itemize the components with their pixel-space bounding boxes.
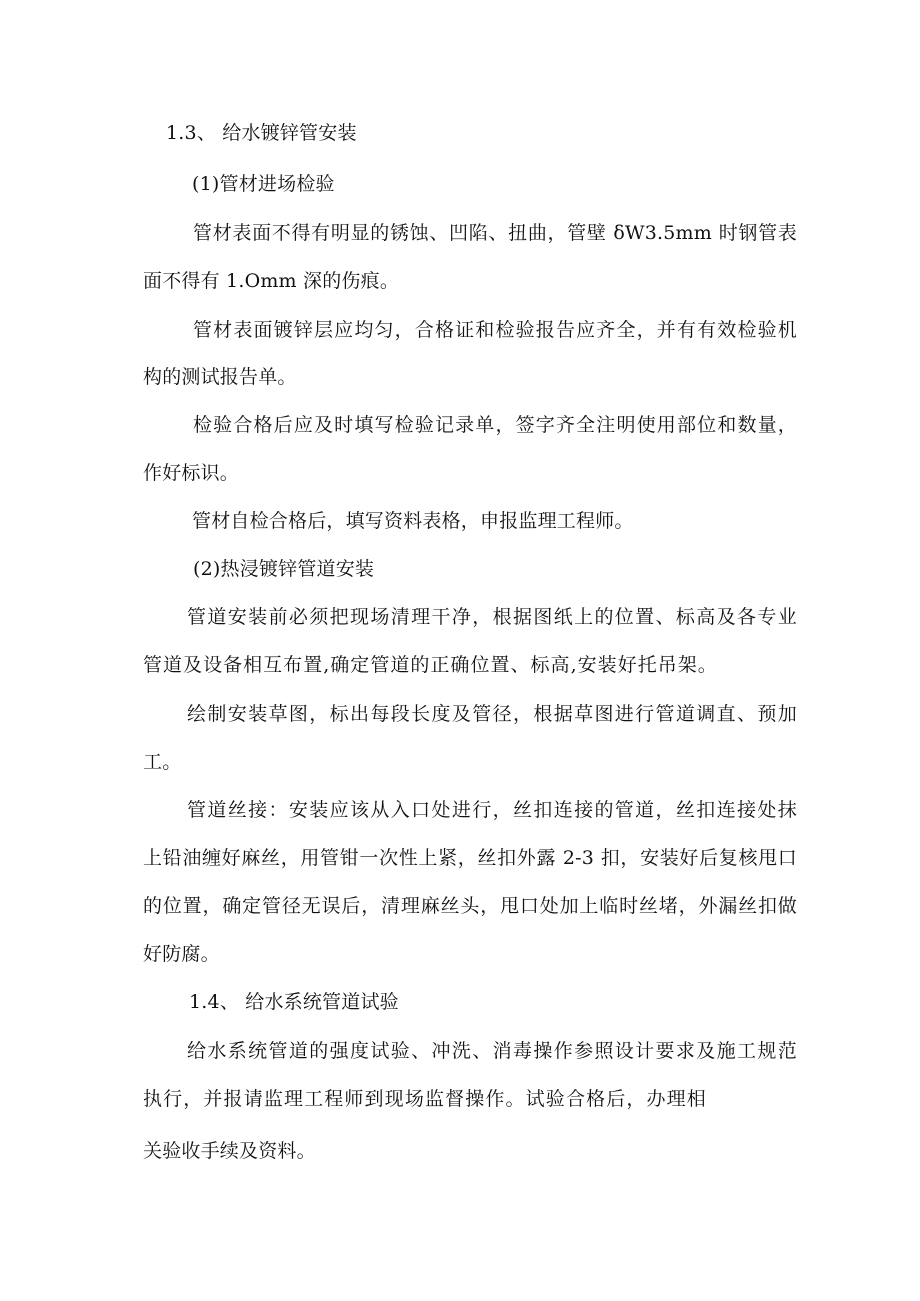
paragraph-line: 管材表面镀锌层应均匀，合格证和检验报告应齐全，并有有效检验机 bbox=[193, 319, 797, 341]
paragraph-line: 管道及设备相互布置,确定管道的正确位置、标高,安装好托吊架。 bbox=[143, 654, 717, 676]
paragraph-line: 关验收手续及资料。 bbox=[143, 1140, 316, 1162]
paragraph-line: 的位置，确定管径无误后，清理麻丝头，甩口处加上临时丝堵，外漏丝扣做 bbox=[143, 895, 797, 917]
paragraph-line: 好防腐。 bbox=[143, 943, 220, 965]
paragraph-line: 执行，并报请监理工程师到现场监督操作。试验合格后，办理相 bbox=[143, 1088, 706, 1110]
section-heading-1-4: 1.4、 给水系统管道试验 bbox=[189, 991, 399, 1013]
paragraph-line: 绘制安装草图，标出每段长度及管径，根据草图进行管道调直、预加 bbox=[187, 703, 797, 725]
paragraph-line: 上铅油缠好麻丝，用管钳一次性上紧，丝扣外露 2-3 扣，安装好后复核甩口 bbox=[143, 847, 797, 869]
section-heading-1-3: 1.3、 给水镀锌管安装 bbox=[166, 122, 357, 144]
paragraph-line: 管道安装前必须把现场清理干净，根据图纸上的位置、标高及各专业 bbox=[187, 606, 797, 628]
subheading-galvanized-install: (2)热浸镀锌管道安装 bbox=[193, 558, 375, 580]
paragraph-line: 检验合格后应及时填写检验记录单，签字齐全注明使用部位和数量， bbox=[193, 414, 797, 436]
paragraph-line: 构的测试报告单。 bbox=[143, 366, 297, 388]
paragraph-line: 作好标识。 bbox=[143, 462, 240, 484]
paragraph-line: 工。 bbox=[143, 751, 182, 773]
paragraph-line: 管道丝接：安装应该从入口处进行，丝扣连接的管道，丝扣连接处抹 bbox=[187, 799, 797, 821]
paragraph-line: 管材表面不得有明显的锈蚀、凹陷、扭曲，管壁 δW3.5mm 时钢管表 bbox=[193, 222, 797, 244]
subheading-pipe-inspection: (1)管材进场检验 bbox=[192, 173, 335, 195]
paragraph-line: 给水系统管道的强度试验、冲洗、消毒操作参照设计要求及施工规范 bbox=[187, 1040, 797, 1062]
paragraph-line: 管材自检合格后，填写资料表格，申报监理工程师。 bbox=[192, 510, 634, 532]
paragraph-line: 面不得有 1.Omm 深的伤痕。 bbox=[143, 270, 400, 292]
